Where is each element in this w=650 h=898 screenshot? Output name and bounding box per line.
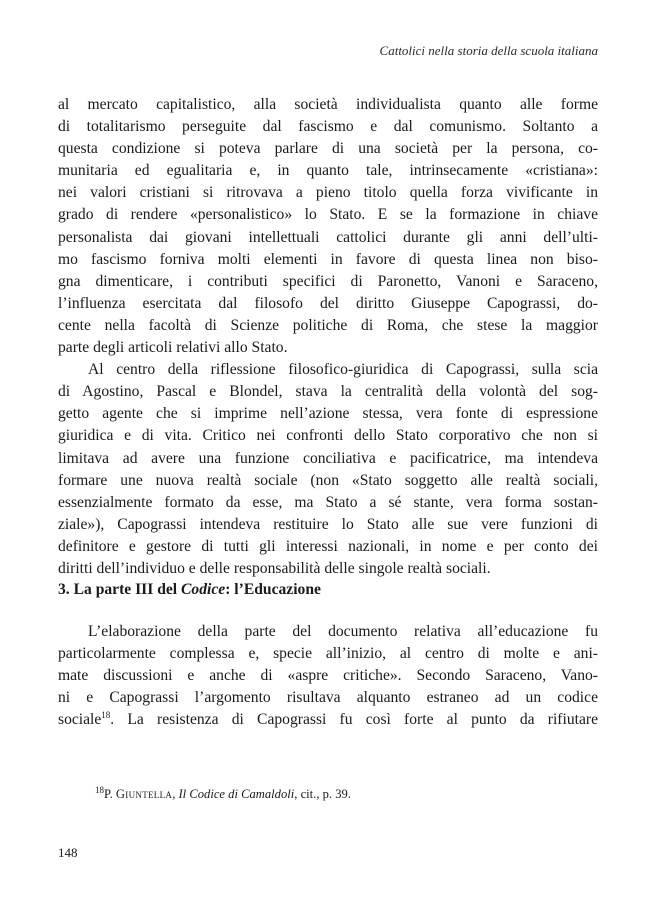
text-line: L’elaborazione della parte del documento relativa all’educazione fu [88, 623, 598, 640]
footnote [95, 784, 351, 802]
footnote-number: 18 [95, 784, 104, 795]
paragraph [58, 621, 598, 731]
text-line [58, 709, 598, 731]
text-line: gna dimenticare, i contributi specifici di Paronetto, Vanoni e Saraceno, [58, 272, 598, 290]
text-line: grado di rendere «personalistico» lo Stato. E se la formazione in chiave [58, 206, 598, 224]
text-fragment: . La resistenza di Capograssi fu così forte al punto da rifiutare [110, 711, 598, 729]
text-line: questa condizione si poteva parlare di una società per la persona, co- [58, 140, 598, 158]
text-line: ziale»), Capograssi intendeva restituire lo Stato alle sue vere funzioni di [58, 515, 598, 533]
text-line: limitava ad avere una funzione conciliativa e pacificatrice, ma intendeva [58, 449, 598, 467]
text-line: mo fascismo forniva molti elementi in favore di questa linea non biso- [58, 250, 598, 268]
text-line: Al centro della riflessione filosofico-giuridica di Capograssi, sulla scia [88, 361, 598, 379]
text-line: giuridica e di vita. Critico nei confronti dello Stato corporativo che non si [58, 427, 598, 445]
footnote-separator: , [172, 787, 179, 801]
text-line: diritti dell’individuo e delle responsabilità delle singole realtà sociali. [58, 559, 491, 577]
page-number: 148 [58, 845, 78, 860]
text-line: parte degli articoli relativi allo Stato. [58, 339, 288, 357]
text-line: mate discussioni e anche di «aspre critiche». Secondo Saraceno, Vano- [58, 667, 598, 685]
paragraph [58, 359, 598, 580]
footnote-reference[interactable]: 18 [101, 710, 111, 721]
text-line: particolarmente complessa e, specie all’inizio, al centro di molte e ani- [58, 645, 598, 663]
text-line: cente nella facoltà di Scienze politiche di Roma, che stese la maggior [58, 316, 598, 334]
body-text-upper [58, 94, 598, 580]
body-text-lower [58, 621, 598, 731]
section-heading [58, 581, 321, 599]
text-line: essenzialmente formato da esse, ma Stato a sé stante, vera forma sostan- [58, 493, 598, 511]
paragraph [58, 94, 598, 359]
running-head: Cattolici nella storia della scuola italiana [379, 43, 598, 58]
footnote-author-initial: P. [104, 787, 116, 801]
footnote-citation: , cit., p. 39. [294, 787, 351, 801]
text-line: al mercato capitalistico, alla società individualista quanto alle forme [58, 96, 598, 113]
text-line: ni e Capograssi l’argomento risultava alquanto estraneo ad un codice [58, 689, 598, 707]
text-line: formare une nuova realtà sociale (non «Stato soggetto alle realtà sociali, [58, 471, 598, 489]
text-line: nei valori cristiani si ritrovava a pieno titolo quella forza vivificante in [58, 184, 598, 202]
text-line: personalista dai giovani intellettuali cattolici durante gli anni dell’ulti- [58, 228, 598, 246]
text-line: munitaria ed egualitaria e, in quanto tale, intrinsecamente «cristiana»: [58, 162, 598, 180]
text-line: l’influenza esercitata dal filosofo del diritto Giuseppe Capograssi, do- [58, 294, 598, 312]
text-line: di Agostino, Pascal e Blondel, stava la centralità della volontà del sog- [58, 383, 598, 401]
text-fragment: sociale [58, 711, 102, 729]
section-heading-suffix: : l’Educazione [225, 581, 321, 598]
text-line: definitore e gestore di tutti gli interessi nazionali, in nome e per conto dei [58, 537, 598, 555]
footnote-author-surname: Giuntella [115, 787, 173, 801]
text-line: di totalitarismo perseguite dal fascismo e dal comunismo. Soltanto a [58, 118, 598, 136]
text-line: getto agente che si imprime nell’azione stessa, vera fonte di espressione [58, 405, 598, 423]
footnote-title: Il Codice di Camaldoli [178, 787, 295, 801]
section-heading-prefix: 3. La parte III del [58, 581, 182, 598]
section-heading-italic: Codice [181, 581, 226, 598]
